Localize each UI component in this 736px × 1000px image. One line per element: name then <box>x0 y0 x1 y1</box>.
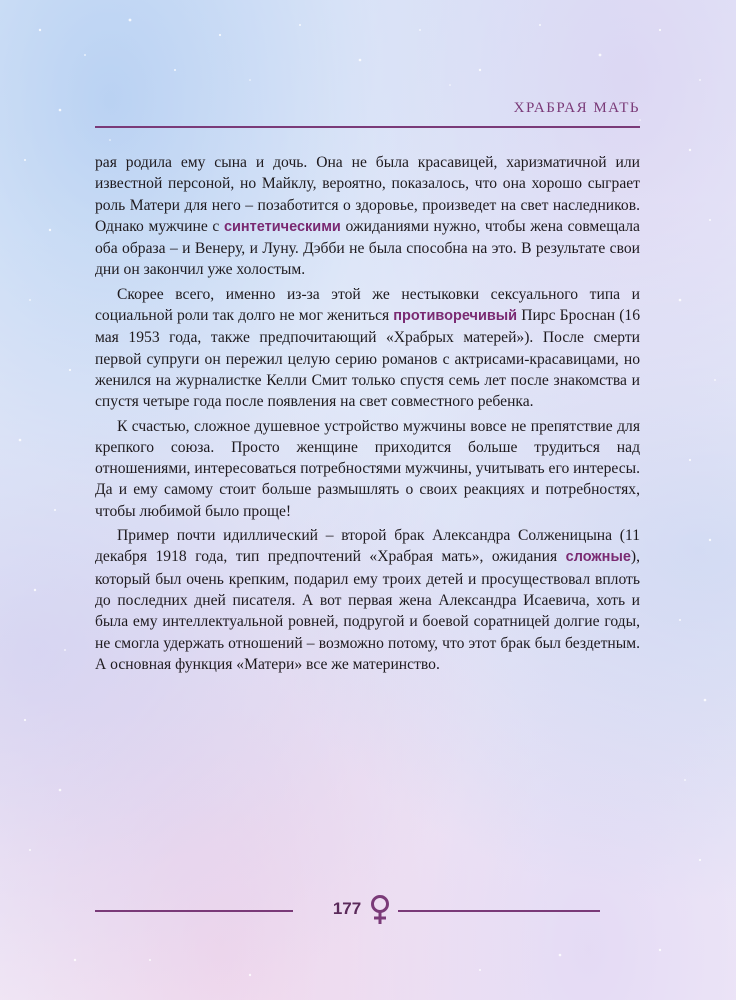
paragraph-text: Скорее всего, именно из-за этой же нестыковки сексуального типа и социальной роли так долго не мог жениться <box>95 285 640 325</box>
page-number: 177 <box>332 899 362 918</box>
page-body <box>95 152 640 675</box>
highlighted-term: синтетическими <box>223 218 341 235</box>
paragraph-text: ), который был очень крепким, подарил ему троих детей и просуществовал вплоть до последних дней писателя. А вот первая жена Александра Исаевича, хоть и была ему интеллектуальной ровней, подругой и боевой соратницей долгие годы, не смогла удержать отношений – возможно потому, что этот брак был бездетным. А основная функция «Матери» все же материнство. <box>95 548 640 673</box>
header-title: ХРАБРАЯ МАТЬ <box>513 100 640 116</box>
paragraph <box>95 152 640 281</box>
paragraph <box>95 284 640 413</box>
paragraph-text: Пример почти идиллический – второй брак Александра Солженицына (11 декабря 1918 года, тип предпочтений «Храбрая мать», ожидания <box>95 527 640 566</box>
highlighted-term: противоречивый <box>393 308 518 325</box>
venus-symbol-icon <box>369 894 391 926</box>
highlighted-term: сложные <box>565 549 631 566</box>
paragraph: К счастью, сложное душевное устройство мужчины вовсе не препятствие для крепкого союза. Просто женщине приходится больше трудиться над отношениями, интересоваться потребностями мужчины, учитывать его интересы. Да и ему самому стоит больше размышлять о своих реакциях и потребностях, чтобы любимой было проще! <box>95 417 641 520</box>
running-header <box>95 96 640 128</box>
footer-rule-right <box>398 910 600 912</box>
footer-rule-left <box>95 910 293 912</box>
crescent-moon-icon <box>301 896 323 924</box>
paragraph-text: ожиданиями нужно, чтобы жена совмещала оба образа – и Венеру, и Луну. Дэбби не была способна на это. В результате свои дни он закончил уже холостым. <box>95 217 640 279</box>
paragraph <box>95 525 640 675</box>
paragraph-text: рая родила ему сына и дочь. Она не была красавицей, харизматичной или известной персоной, но Майклу, вероятно, показалось, что она хорошо сыграет роль Матери для него – позаботится о здоровье, произведет на свет наследников. Однако мужчине с <box>95 154 640 235</box>
paragraph-text: Пирс Броснан (16 мая 1953 года, также предпочитающий «Храбрых матерей»). После смерти первой супруги он пережил целую серию романов с актрисами-красавицами, но женился на журналистке Келли Смит только спустя семь лет после знакомства и спустя четыре года после появления на свет совместного ребенка. <box>95 307 641 411</box>
